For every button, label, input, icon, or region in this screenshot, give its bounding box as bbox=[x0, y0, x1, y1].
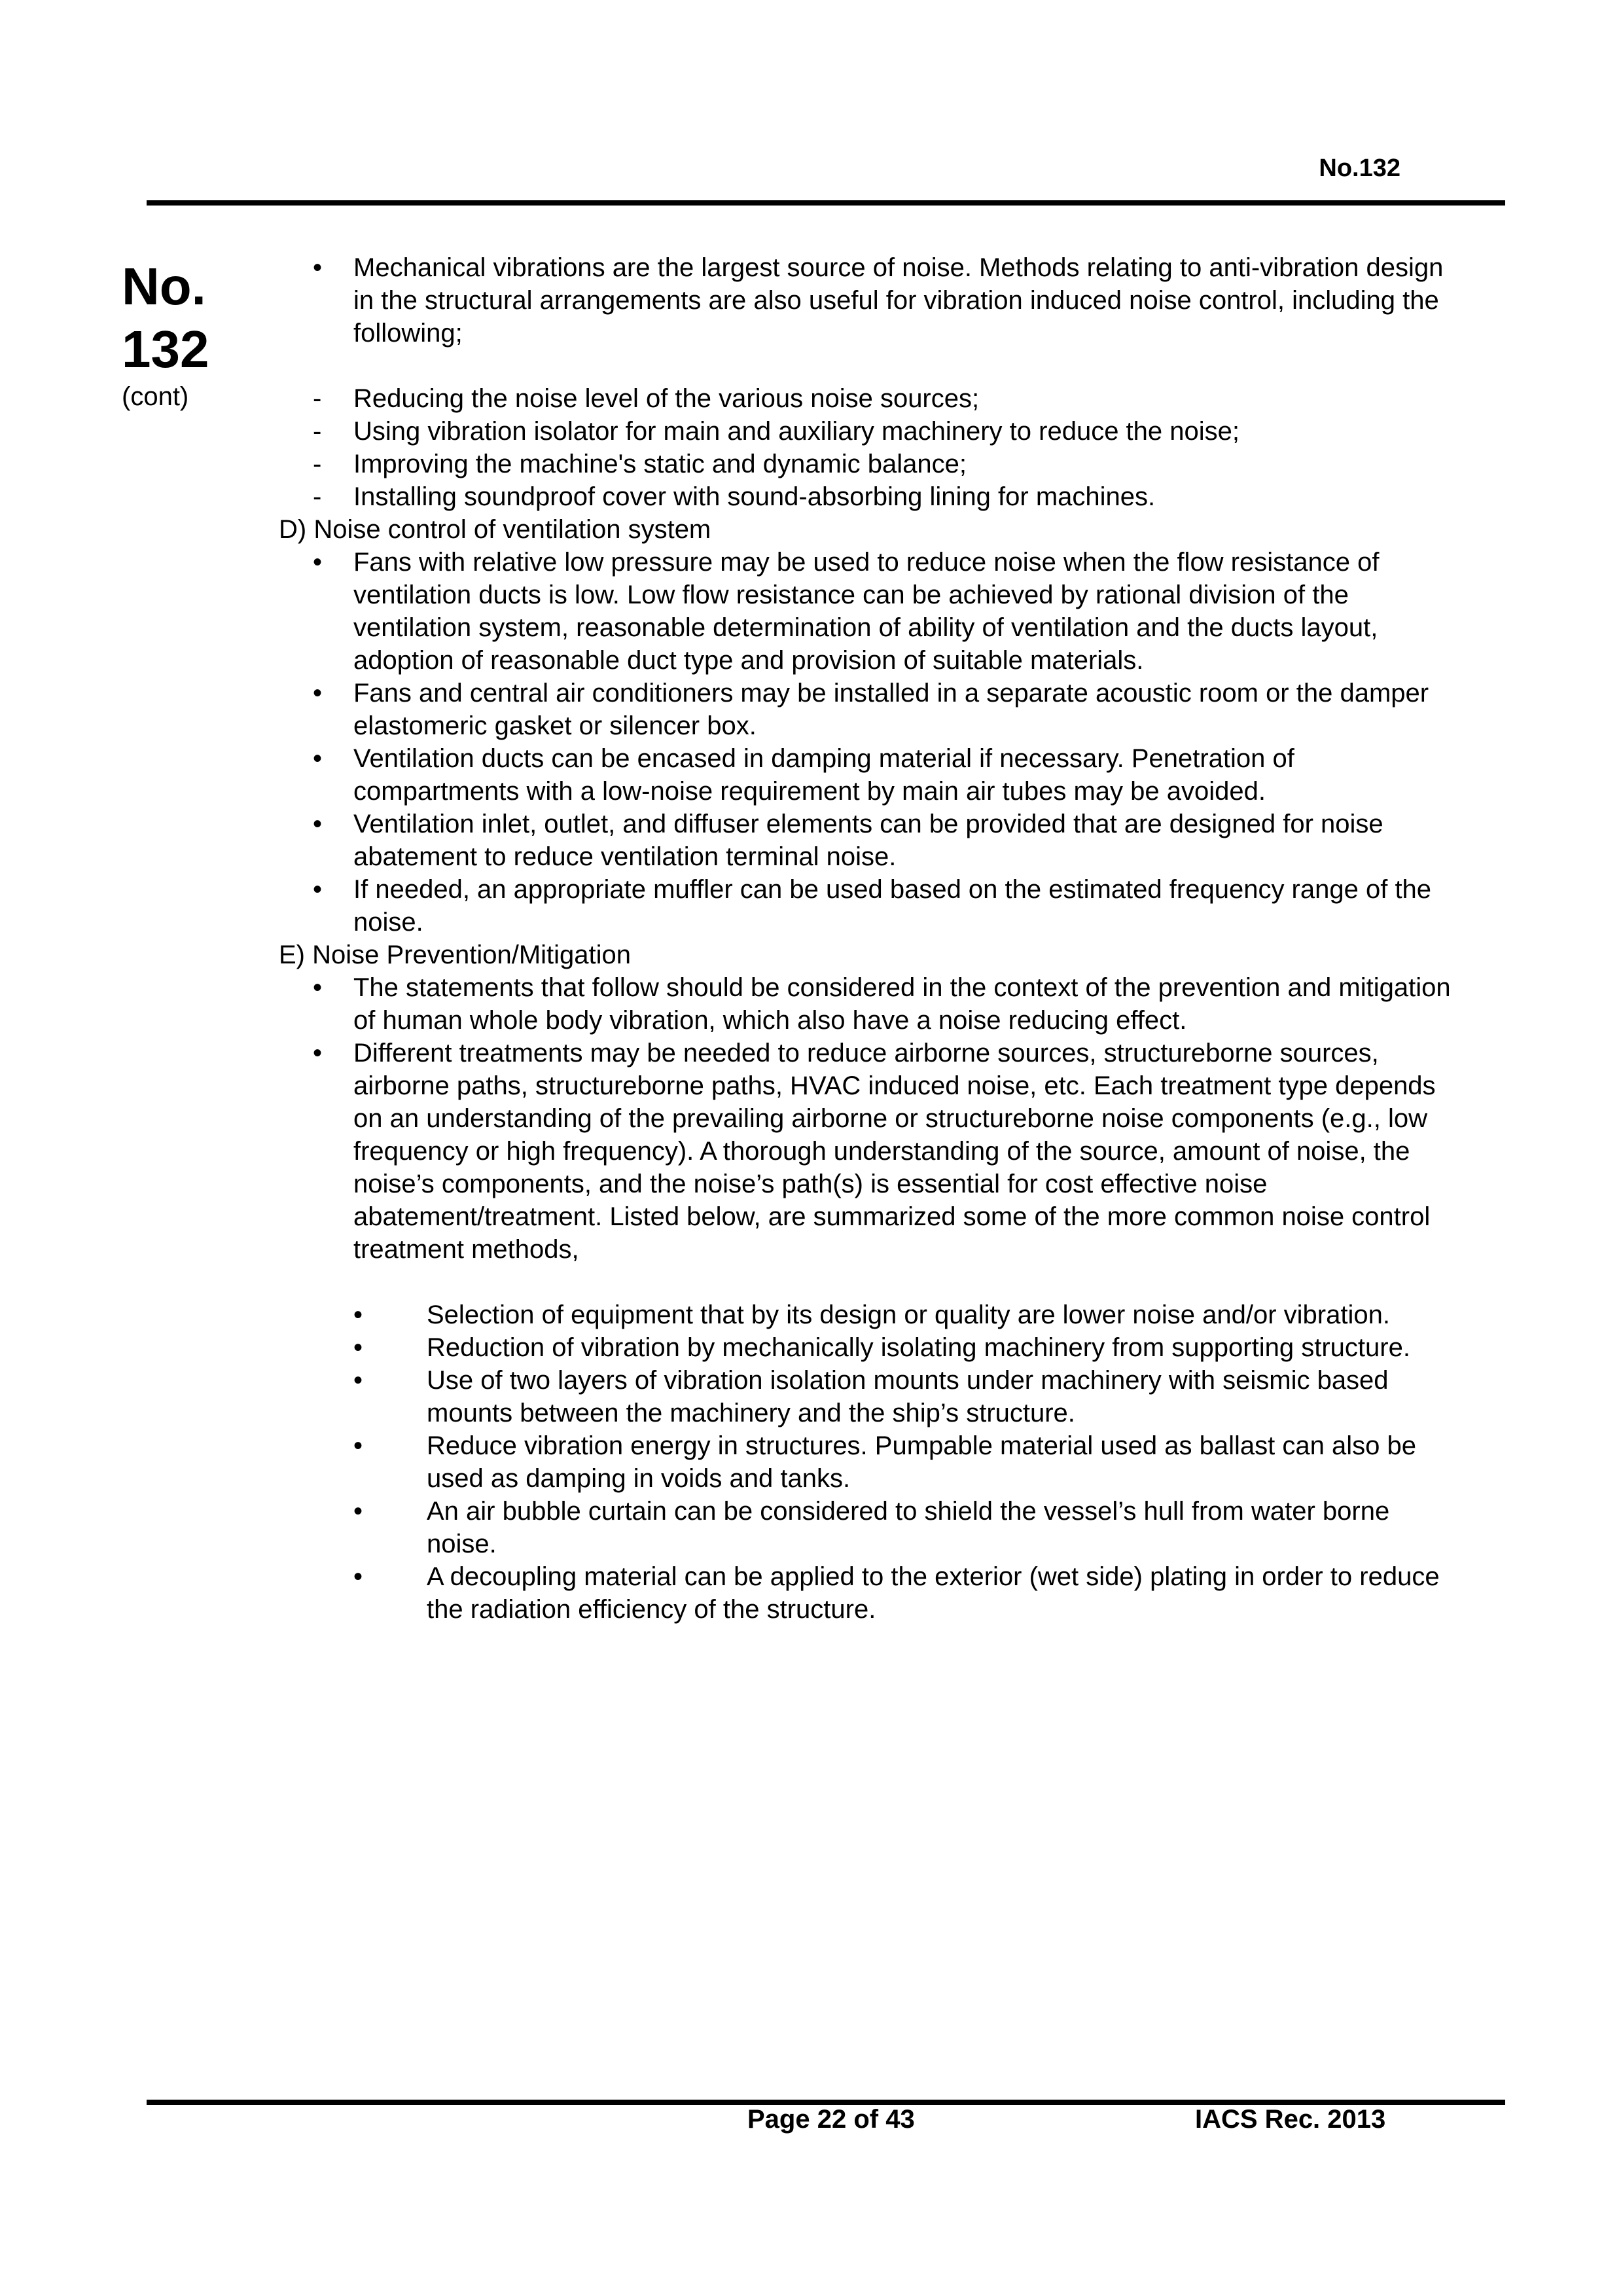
bullet-marker: • bbox=[353, 1366, 363, 1395]
bullet-text: Different treatments may be needed to reduce airborne sources, structureborne sources, airborne paths, structureborne paths, HVAC induced noise, etc. Each treatment type depends on an understanding of the prevailing airborne or structureborne noise components (e.g., low frequency or high frequency). A thorough understanding of the source, amount of noise, the noise’s components, and the noise’s path(s) is essential for cost effective noise abatement/treatment. Listed below, are summarized some of the more common noise control treatment methods, bbox=[353, 1039, 1436, 1264]
sub-list-item bbox=[279, 1331, 1463, 1364]
dash-text: Improving the machine's static and dynamic balance; bbox=[353, 450, 967, 478]
header-doc-number: No.132 bbox=[1319, 154, 1400, 182]
bullet-text: Ventilation inlet, outlet, and diffuser elements can be provided that are designed for noise abatement to reduce ventilation terminal noise. bbox=[353, 810, 1383, 871]
bullet-marker: • bbox=[313, 1039, 323, 1067]
bullet-text: If needed, an appropriate muffler can be used based on the estimated frequency range of the noise. bbox=[353, 875, 1432, 937]
sub-list-item bbox=[279, 1299, 1463, 1331]
side-label-number: 132 bbox=[122, 320, 209, 378]
bullet-text: Mechanical vibrations are the largest source of noise. Methods relating to anti-vibration design in the structural arrangements are also useful for vibration induced noise control, including the following; bbox=[353, 253, 1444, 348]
sub-list-item bbox=[279, 1364, 1463, 1429]
list-item bbox=[279, 677, 1463, 742]
sub-bullet-list bbox=[279, 1299, 1463, 1626]
sub-bullet-text: Selection of equipment that by its design or quality are lower noise and/or vibration. bbox=[427, 1300, 1390, 1329]
footer-doc-id: IACS Rec. 2013 bbox=[1195, 2105, 1386, 2134]
bullet-marker: • bbox=[313, 253, 323, 282]
bullet-marker: • bbox=[353, 1300, 363, 1329]
bullet-marker: • bbox=[313, 548, 323, 577]
sub-bullet-text: A decoupling material can be applied to the exterior (wet side) plating in order to reduce the radiation efficiency of the structure. bbox=[427, 1562, 1440, 1624]
list-item bbox=[279, 971, 1463, 1037]
sub-list-item bbox=[279, 1429, 1463, 1495]
footer-page-number: Page 22 of 43 bbox=[747, 2105, 915, 2134]
list-item bbox=[279, 448, 1463, 480]
dash-text: Using vibration isolator for main and auxiliary machinery to reduce the noise; bbox=[353, 417, 1240, 446]
bullet-marker: • bbox=[313, 810, 323, 838]
bullet-text: Ventilation ducts can be encased in damping material if necessary. Penetration of compartments with a low-noise requirement by main air tubes may be avoided. bbox=[353, 744, 1294, 806]
list-item bbox=[279, 808, 1463, 873]
list-item bbox=[279, 873, 1463, 939]
sub-bullet-text: Reduction of vibration by mechanically isolating machinery from supporting structure. bbox=[427, 1333, 1410, 1362]
list-item bbox=[279, 480, 1463, 513]
bullet-marker: • bbox=[353, 1431, 363, 1460]
dash-marker: - bbox=[313, 450, 322, 478]
document-body bbox=[279, 251, 1463, 1626]
side-label-cont: (cont) bbox=[122, 382, 189, 411]
sub-bullet-text: An air bubble curtain can be considered to shield the vessel’s hull from water borne noise. bbox=[427, 1497, 1390, 1558]
sub-list-item bbox=[279, 1560, 1463, 1626]
bullet-marker: • bbox=[313, 744, 323, 773]
bullet-text: Fans and central air conditioners may be installed in a separate acoustic room or the damper elastomeric gasket or silencer box. bbox=[353, 679, 1429, 740]
dash-marker: - bbox=[313, 384, 322, 413]
bullet-marker: • bbox=[313, 679, 323, 708]
list-item bbox=[279, 251, 1463, 350]
list-item bbox=[279, 382, 1463, 415]
section-heading-d: D) Noise control of ventilation system bbox=[279, 515, 711, 544]
bullet-text: The statements that follow should be considered in the context of the prevention and mitigation of human whole body vibration, which also have a noise reducing effect. bbox=[353, 973, 1451, 1035]
dash-text: Installing soundproof cover with sound-absorbing lining for machines. bbox=[353, 482, 1156, 511]
bullet-marker: • bbox=[313, 875, 323, 904]
header-rule bbox=[147, 200, 1505, 206]
bullet-marker: • bbox=[353, 1333, 363, 1362]
dash-marker: - bbox=[313, 482, 322, 511]
dash-marker: - bbox=[313, 417, 322, 446]
bullet-marker: • bbox=[313, 973, 323, 1002]
list-item bbox=[279, 546, 1463, 677]
sub-list-item bbox=[279, 1495, 1463, 1560]
list-item bbox=[279, 742, 1463, 808]
bullet-text: Fans with relative low pressure may be used to reduce noise when the flow resistance of ventilation ducts is low. Low flow resistance can be achieved by rational division of the ventilation system, reasonable determination of ability of ventilation and the ducts layout, adoption of reasonable duct type and provision of suitable materials. bbox=[353, 548, 1380, 675]
dash-text: Reducing the noise level of the various noise sources; bbox=[353, 384, 980, 413]
bullet-marker: • bbox=[353, 1562, 363, 1591]
footer-rule bbox=[147, 2100, 1505, 2105]
sub-bullet-text: Reduce vibration energy in structures. Pumpable material used as ballast can also be used as damping in voids and tanks. bbox=[427, 1431, 1416, 1493]
dash-list bbox=[279, 382, 1463, 513]
list-item bbox=[279, 1037, 1463, 1266]
section-heading-e: E) Noise Prevention/Mitigation bbox=[279, 941, 632, 969]
sub-bullet-text: Use of two layers of vibration isolation mounts under machinery with seismic based mounts between the machinery and the ship’s structure. bbox=[427, 1366, 1389, 1427]
bullet-marker: • bbox=[353, 1497, 363, 1526]
list-item bbox=[279, 415, 1463, 448]
side-label-no: No. bbox=[122, 257, 206, 315]
